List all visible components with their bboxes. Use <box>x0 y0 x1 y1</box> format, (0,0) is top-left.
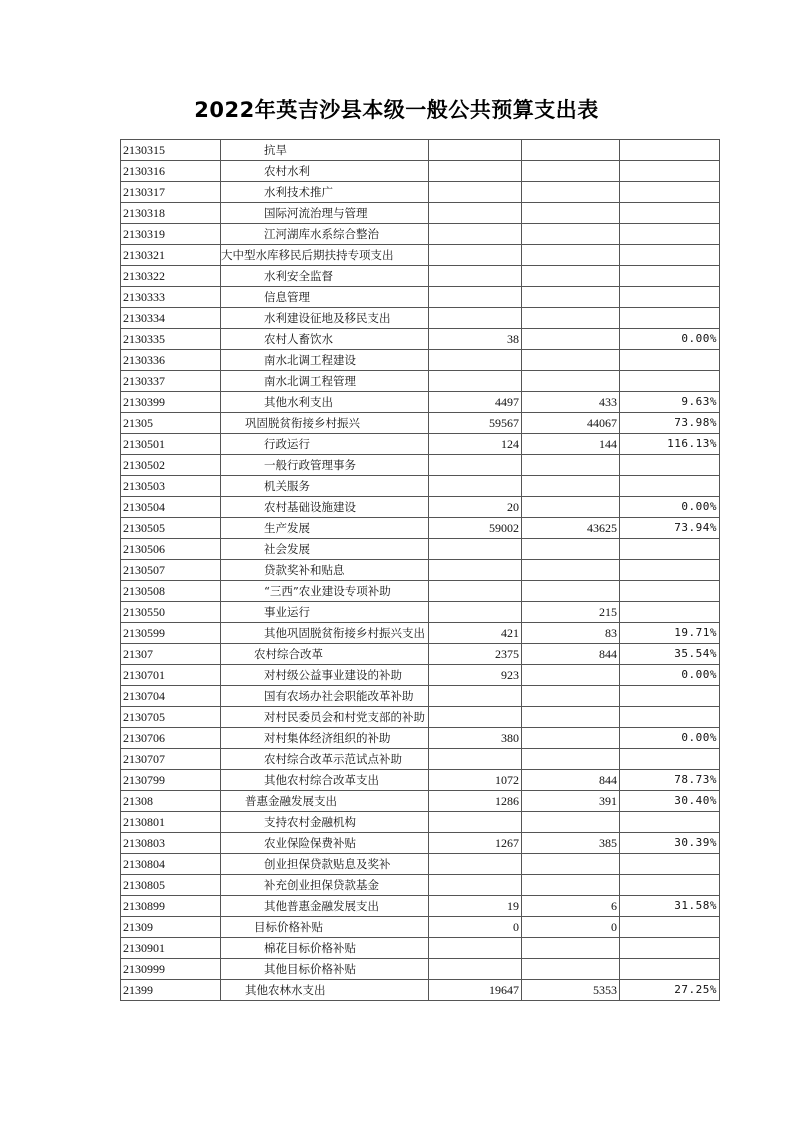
subject-code-cell: 2130317 <box>121 182 221 203</box>
subject-name-cell: 对村民委员会和村党支部的补助 <box>221 707 429 728</box>
subject-code-cell: 2130503 <box>121 476 221 497</box>
subject-name-cell: 其他目标价格补贴 <box>221 959 429 980</box>
percentage-cell: 0.00% <box>620 329 720 350</box>
subject-name-cell: 创业担保贷款贴息及奖补 <box>221 854 429 875</box>
table-row <box>121 308 720 329</box>
table-row <box>121 728 720 749</box>
subject-name-cell: 农村水利 <box>221 161 429 182</box>
percentage-cell <box>620 161 720 182</box>
table-row <box>121 434 720 455</box>
table-row <box>121 413 720 434</box>
percentage-cell: 0.00% <box>620 665 720 686</box>
subject-code-cell: 2130334 <box>121 308 221 329</box>
subject-name-cell: 水利安全监督 <box>221 266 429 287</box>
budget-amount-cell <box>429 539 522 560</box>
subject-code-cell: 2130316 <box>121 161 221 182</box>
table-row <box>121 938 720 959</box>
table-row <box>121 917 720 938</box>
actual-amount-cell <box>522 707 620 728</box>
table-row <box>121 371 720 392</box>
subject-name-cell: 其他农林水支出 <box>221 980 429 1001</box>
subject-code-cell: 2130550 <box>121 602 221 623</box>
percentage-cell <box>620 287 720 308</box>
table-row <box>121 455 720 476</box>
budget-amount-cell <box>429 182 522 203</box>
actual-amount-cell: 844 <box>522 770 620 791</box>
actual-amount-cell <box>522 476 620 497</box>
actual-amount-cell <box>522 329 620 350</box>
subject-code-cell: 2130321 <box>121 245 221 266</box>
subject-code-cell: 2130337 <box>121 371 221 392</box>
table-row <box>121 791 720 812</box>
subject-name-cell: 其他农村综合改革支出 <box>221 770 429 791</box>
subject-name-cell: 抗旱 <box>221 140 429 161</box>
subject-name-cell: 农村人畜饮水 <box>221 329 429 350</box>
actual-amount-cell <box>522 581 620 602</box>
percentage-cell <box>620 812 720 833</box>
subject-code-cell: 2130507 <box>121 560 221 581</box>
actual-amount-cell: 6 <box>522 896 620 917</box>
subject-code-cell: 21307 <box>121 644 221 665</box>
table-row <box>121 182 720 203</box>
subject-name-cell: 目标价格补贴 <box>221 917 429 938</box>
table-row <box>121 266 720 287</box>
table-row <box>121 980 720 1001</box>
actual-amount-cell <box>522 875 620 896</box>
table-row <box>121 329 720 350</box>
budget-amount-cell <box>429 581 522 602</box>
subject-name-cell: 其他巩固脱贫衔接乡村振兴支出 <box>221 623 429 644</box>
actual-amount-cell <box>522 266 620 287</box>
table-row <box>121 161 720 182</box>
budget-amount-cell <box>429 686 522 707</box>
percentage-cell <box>620 959 720 980</box>
subject-name-cell: 水利建设征地及移民支出 <box>221 308 429 329</box>
budget-amount-cell: 2375 <box>429 644 522 665</box>
budget-amount-cell: 1286 <box>429 791 522 812</box>
budget-amount-cell: 19 <box>429 896 522 917</box>
percentage-cell <box>620 749 720 770</box>
subject-code-cell: 2130704 <box>121 686 221 707</box>
subject-name-cell: 普惠金融发展支出 <box>221 791 429 812</box>
subject-name-cell: 机关服务 <box>221 476 429 497</box>
subject-code-cell: 21399 <box>121 980 221 1001</box>
table-row <box>121 770 720 791</box>
actual-amount-cell <box>522 371 620 392</box>
percentage-cell <box>620 854 720 875</box>
percentage-cell: 19.71% <box>620 623 720 644</box>
percentage-cell <box>620 203 720 224</box>
actual-amount-cell: 844 <box>522 644 620 665</box>
subject-name-cell: 补充创业担保贷款基金 <box>221 875 429 896</box>
table-row <box>121 749 720 770</box>
percentage-cell: 0.00% <box>620 497 720 518</box>
subject-code-cell: 2130999 <box>121 959 221 980</box>
budget-amount-cell <box>429 245 522 266</box>
table-row <box>121 140 720 161</box>
subject-code-cell: 2130319 <box>121 224 221 245</box>
subject-name-cell: 对村级公益事业建设的补助 <box>221 665 429 686</box>
actual-amount-cell: 391 <box>522 791 620 812</box>
subject-name-cell: 生产发展 <box>221 518 429 539</box>
budget-amount-cell <box>429 455 522 476</box>
table-row <box>121 707 720 728</box>
subject-name-cell: 棉花目标价格补贴 <box>221 938 429 959</box>
percentage-cell <box>620 539 720 560</box>
actual-amount-cell: 83 <box>522 623 620 644</box>
subject-name-cell: 对村集体经济组织的补助 <box>221 728 429 749</box>
actual-amount-cell: 5353 <box>522 980 620 1001</box>
actual-amount-cell <box>522 455 620 476</box>
subject-name-cell: 水利技术推广 <box>221 182 429 203</box>
table-row <box>121 476 720 497</box>
subject-code-cell: 2130707 <box>121 749 221 770</box>
actual-amount-cell: 215 <box>522 602 620 623</box>
percentage-cell: 0.00% <box>620 728 720 749</box>
subject-code-cell: 2130315 <box>121 140 221 161</box>
budget-amount-cell: 0 <box>429 917 522 938</box>
subject-name-cell: 社会发展 <box>221 539 429 560</box>
budget-amount-cell: 421 <box>429 623 522 644</box>
subject-code-cell: 2130336 <box>121 350 221 371</box>
table-row <box>121 959 720 980</box>
actual-amount-cell <box>522 224 620 245</box>
budget-amount-cell <box>429 350 522 371</box>
subject-name-cell: 其他普惠金融发展支出 <box>221 896 429 917</box>
table-row <box>121 224 720 245</box>
subject-name-cell: 巩固脱贫衔接乡村振兴 <box>221 413 429 434</box>
subject-code-cell: 2130504 <box>121 497 221 518</box>
actual-amount-cell <box>522 812 620 833</box>
actual-amount-cell <box>522 686 620 707</box>
subject-code-cell: 2130701 <box>121 665 221 686</box>
table-row <box>121 350 720 371</box>
budget-amount-cell: 38 <box>429 329 522 350</box>
table-row <box>121 560 720 581</box>
subject-name-cell: 农村基础设施建设 <box>221 497 429 518</box>
table-row <box>121 875 720 896</box>
actual-amount-cell <box>522 959 620 980</box>
budget-amount-cell <box>429 371 522 392</box>
percentage-cell: 27.25% <box>620 980 720 1001</box>
subject-code-cell: 2130322 <box>121 266 221 287</box>
budget-amount-cell <box>429 938 522 959</box>
subject-name-cell: 贷款奖补和贴息 <box>221 560 429 581</box>
subject-name-cell: 南水北调工程管理 <box>221 371 429 392</box>
percentage-cell <box>620 308 720 329</box>
subject-name-cell: 农业保险保费补贴 <box>221 833 429 854</box>
actual-amount-cell <box>522 749 620 770</box>
percentage-cell <box>620 182 720 203</box>
subject-code-cell: 2130508 <box>121 581 221 602</box>
percentage-cell <box>620 938 720 959</box>
table-row <box>121 392 720 413</box>
table-row <box>121 539 720 560</box>
actual-amount-cell: 144 <box>522 434 620 455</box>
table-row <box>121 518 720 539</box>
subject-name-cell: 事业运行 <box>221 602 429 623</box>
budget-amount-cell: 59002 <box>429 518 522 539</box>
subject-name-cell: 一般行政管理事务 <box>221 455 429 476</box>
percentage-cell <box>620 224 720 245</box>
table-row <box>121 896 720 917</box>
actual-amount-cell <box>522 287 620 308</box>
percentage-cell: 30.39% <box>620 833 720 854</box>
percentage-cell <box>620 707 720 728</box>
budget-amount-cell <box>429 476 522 497</box>
budget-amount-cell <box>429 161 522 182</box>
budget-amount-cell <box>429 140 522 161</box>
table-row <box>121 245 720 266</box>
table-row <box>121 497 720 518</box>
percentage-cell <box>620 455 720 476</box>
actual-amount-cell <box>522 938 620 959</box>
subject-code-cell: 2130706 <box>121 728 221 749</box>
subject-code-cell: 2130801 <box>121 812 221 833</box>
subject-code-cell: 2130318 <box>121 203 221 224</box>
actual-amount-cell <box>522 245 620 266</box>
table-row <box>121 665 720 686</box>
percentage-cell: 35.54% <box>620 644 720 665</box>
subject-code-cell: 2130502 <box>121 455 221 476</box>
actual-amount-cell <box>522 161 620 182</box>
percentage-cell <box>620 875 720 896</box>
actual-amount-cell <box>522 308 620 329</box>
actual-amount-cell: 433 <box>522 392 620 413</box>
percentage-cell <box>620 581 720 602</box>
percentage-cell: 30.40% <box>620 791 720 812</box>
percentage-cell <box>620 917 720 938</box>
budget-amount-cell: 20 <box>429 497 522 518</box>
actual-amount-cell <box>522 182 620 203</box>
percentage-cell <box>620 266 720 287</box>
budget-amount-cell <box>429 266 522 287</box>
budget-amount-cell <box>429 875 522 896</box>
percentage-cell <box>620 476 720 497</box>
subject-code-cell: 2130506 <box>121 539 221 560</box>
budget-amount-cell: 1072 <box>429 770 522 791</box>
subject-code-cell: 21305 <box>121 413 221 434</box>
subject-code-cell: 2130705 <box>121 707 221 728</box>
subject-name-cell: 江河湖库水系综合整治 <box>221 224 429 245</box>
budget-amount-cell <box>429 224 522 245</box>
subject-code-cell: 2130805 <box>121 875 221 896</box>
subject-code-cell: 2130901 <box>121 938 221 959</box>
budget-amount-cell <box>429 287 522 308</box>
budget-table <box>120 139 720 1001</box>
budget-amount-cell <box>429 602 522 623</box>
subject-name-cell: 信息管理 <box>221 287 429 308</box>
subject-code-cell: 2130399 <box>121 392 221 413</box>
percentage-cell <box>620 560 720 581</box>
actual-amount-cell: 43625 <box>522 518 620 539</box>
subject-name-cell: 大中型水库移民后期扶持专项支出 <box>221 245 429 266</box>
subject-code-cell: 2130505 <box>121 518 221 539</box>
table-row <box>121 623 720 644</box>
actual-amount-cell <box>522 203 620 224</box>
subject-code-cell: 2130599 <box>121 623 221 644</box>
percentage-cell: 9.63% <box>620 392 720 413</box>
subject-name-cell: 其他水利支出 <box>221 392 429 413</box>
actual-amount-cell: 0 <box>522 917 620 938</box>
actual-amount-cell <box>522 854 620 875</box>
budget-amount-cell <box>429 203 522 224</box>
subject-code-cell: 2130804 <box>121 854 221 875</box>
percentage-cell <box>620 602 720 623</box>
percentage-cell <box>620 245 720 266</box>
actual-amount-cell <box>522 560 620 581</box>
table-row <box>121 581 720 602</box>
percentage-cell: 73.98% <box>620 413 720 434</box>
subject-code-cell: 2130799 <box>121 770 221 791</box>
percentage-cell: 116.13% <box>620 434 720 455</box>
subject-name-cell: 农村综合改革示范试点补助 <box>221 749 429 770</box>
subject-code-cell: 21308 <box>121 791 221 812</box>
table-row <box>121 833 720 854</box>
percentage-cell <box>620 686 720 707</box>
budget-amount-cell: 4497 <box>429 392 522 413</box>
table-row <box>121 203 720 224</box>
actual-amount-cell <box>522 539 620 560</box>
table-row <box>121 644 720 665</box>
budget-amount-cell <box>429 707 522 728</box>
actual-amount-cell <box>522 728 620 749</box>
actual-amount-cell: 385 <box>522 833 620 854</box>
subject-code-cell: 2130335 <box>121 329 221 350</box>
percentage-cell <box>620 371 720 392</box>
budget-amount-cell <box>429 308 522 329</box>
table-row <box>121 854 720 875</box>
budget-amount-cell: 1267 <box>429 833 522 854</box>
percentage-cell <box>620 350 720 371</box>
actual-amount-cell <box>522 350 620 371</box>
budget-amount-cell: 380 <box>429 728 522 749</box>
budget-amount-cell: 923 <box>429 665 522 686</box>
subject-name-cell: 行政运行 <box>221 434 429 455</box>
budget-amount-cell <box>429 854 522 875</box>
subject-code-cell: 21309 <box>121 917 221 938</box>
percentage-cell: 73.94% <box>620 518 720 539</box>
subject-name-cell: 农村综合改革 <box>221 644 429 665</box>
page-title: 2022年英吉沙县本级一般公共预算支出表 <box>194 98 599 122</box>
budget-amount-cell <box>429 812 522 833</box>
percentage-cell <box>620 140 720 161</box>
budget-amount-cell: 59567 <box>429 413 522 434</box>
subject-code-cell: 2130899 <box>121 896 221 917</box>
subject-name-cell: 支持农村金融机构 <box>221 812 429 833</box>
percentage-cell: 78.73% <box>620 770 720 791</box>
subject-name-cell: 南水北调工程建设 <box>221 350 429 371</box>
table-row <box>121 287 720 308</box>
budget-amount-cell <box>429 560 522 581</box>
table-row <box>121 602 720 623</box>
table-row <box>121 686 720 707</box>
budget-amount-cell: 19647 <box>429 980 522 1001</box>
subject-code-cell: 2130501 <box>121 434 221 455</box>
actual-amount-cell: 44067 <box>522 413 620 434</box>
actual-amount-cell <box>522 665 620 686</box>
subject-name-cell: 国有农场办社会职能改革补助 <box>221 686 429 707</box>
budget-amount-cell <box>429 959 522 980</box>
subject-name-cell: “三西”农业建设专项补助 <box>221 581 429 602</box>
subject-name-cell: 国际河流治理与管理 <box>221 203 429 224</box>
budget-amount-cell: 124 <box>429 434 522 455</box>
percentage-cell: 31.58% <box>620 896 720 917</box>
subject-code-cell: 2130803 <box>121 833 221 854</box>
actual-amount-cell <box>522 497 620 518</box>
budget-amount-cell <box>429 749 522 770</box>
actual-amount-cell <box>522 140 620 161</box>
budget-table-body <box>121 140 720 1001</box>
table-row <box>121 812 720 833</box>
subject-code-cell: 2130333 <box>121 287 221 308</box>
